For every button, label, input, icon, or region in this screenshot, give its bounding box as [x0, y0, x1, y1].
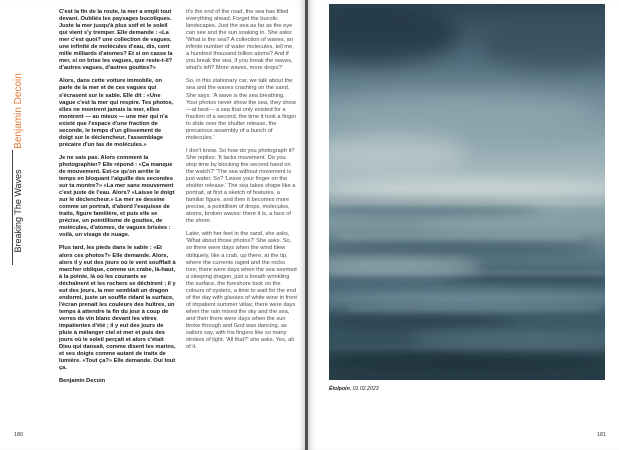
left-page	[0, 0, 305, 450]
running-head-series: Breaking The Waves	[13, 169, 23, 253]
page-number-right: 181	[596, 432, 606, 438]
english-paragraph-4: Later, with her feet in the sand, she asks, 'What about those photos?' She asks. So, so there were days when the wind blew obliquely, like a crab, up there, at the tip, where the currents raged and the rocks tore; there were days when the sea seemed a sleeping dragon, just a breath wrinkling the surface, the foreshore took on the colours of oysters, a time to wait for the end of the day with glasses of white wine in front of impatient summer villas; there were days when the rain mixed the sky and the sea, and then there were days when the sun broke through and God was dancing, as sailors say, with his fingers like so many strokes of light. 'All that?' she asks. Yes, all of it.	[186, 231, 297, 351]
english-paragraph-2: So, in this stationary car, we talk about the sea and the waves crashing on the sand. She says: 'A wave is the sea breathing. Your photos never show the sea, they show —at best— a sea that only existed for a fraction of a second, the time it took a finger to slide over the shutter release, the precarious assembly of a bunch of molecules.'	[186, 78, 297, 141]
caption-date: , 01.02.2023	[349, 386, 379, 392]
running-head-rule	[12, 150, 13, 265]
photo-caption	[329, 386, 379, 392]
seascape-photo-image	[329, 4, 605, 380]
french-paragraph-4: Plus tard, les pieds dans le sable : «Et alors ces photos?» Elle demande. Alors, alors il y eut des jours où le vent soufflait à marcher oblique, comme un crabe, là-haut, à la pointe, là où les courants se déchaînent et les rochers se déchirent ; il y eut des jours, la mer semblait un dragon endormi, juste un souffle ridant la surface, l'écran prenait les couleurs des huîtres, un temps à attendre la fin du jour à coup de verres de vin blanc devant les vitres impatientes d'été ; il y eut des jours de pluie à mélanger ciel et mer et puis des jours où le soleil perçait et alors c'était Dieu qui dansait, comme disent les marins, et ses doigts comme autant de traits de lumière. «Tout ça?» Elle demande. Oui tout ça.	[59, 245, 176, 372]
author-signature: Benjamin Decoin	[59, 378, 106, 385]
french-text-column	[59, 9, 176, 391]
french-paragraph-2: Alors, dans cette voiture immobile, on parle de la mer et de ces vagues qui s'écrasent sur le sable. Elle dit : «Une vague c'est la mer qui respire. Tes photos, elles ne montrent jamais la mer, elles montrent — au mieux — une mer qui n'a existé que l'espace d'une fraction de seconde, le temps d'un glissement de doigt sur le déclencheur, l'assemblage précaire d'un tas de molécules.»	[59, 78, 174, 148]
right-page	[308, 0, 619, 450]
seascape-photo	[329, 4, 605, 380]
caption-place: Étolpoin	[329, 386, 350, 392]
english-text-column	[186, 9, 297, 357]
english-paragraph-1: It's the end of the road, the sea has filled everything ahead. Forget the bucolic landscapes. Just the sea as far as the eye can see and the sun soaking in. She asks: 'What is the sea? A collection of waves, an infinite number of water molecules, tell me, a hundred thousand billion atoms? And if you break the sea, if you break the waves, what's left? More waves, more drops?'	[186, 9, 294, 72]
running-head-author: Benjamin Decoin	[13, 73, 24, 149]
french-paragraph-1: C'est la fin de la route, la mer a empli tout devant. Oubliés les paysages bucoliques. Juste la mer jusqu'à plus soif et le soleil qui vient s'y tremper. Elle demande : «La mer c'est quoi? une collection de vagues, une infinité de molécules d'eau, dis, cent mille milliards d'atomes? Et si on casse la mer, si on brise les vagues, que reste-t-il? d'autres vagues, d'autres gouttes?»	[59, 9, 173, 72]
english-paragraph-3: I don't know. So how do you photograph it? She replies: 'It lacks movement. Do you stop time by blocking the second hand on the watch?' 'The sea without movement is just water. So? 'Leave your finger on the shutter release.' The sea takes shape like a portrait, at first a sketch of features, a familiar figure, and then it becomes more precise, a pointillism of drops, molecules, atoms, broken waves: there it is, a face of the shore.	[186, 147, 296, 225]
french-paragraph-3: Je ne sais pas. Alors comment la photographier? Elle répond : «Ça manque de mouvement. Est-ce qu'on arrête le temps en bloquant l'aiguille des secondes sur ta montre?» «La mer sans mouvement c'est juste de l'eau. Alors? «Laisse le doigt sur le déclencheur.» La mer se dessine comme un portrait, d'abord l'esquisse de traits, figure familière, et puis elle se précise, un pointillisme de gouttes, de molécules, d'atomes, de vagues brisées : voilà, un visage de nuage.	[59, 154, 175, 239]
page-number-left: 180	[14, 432, 24, 438]
